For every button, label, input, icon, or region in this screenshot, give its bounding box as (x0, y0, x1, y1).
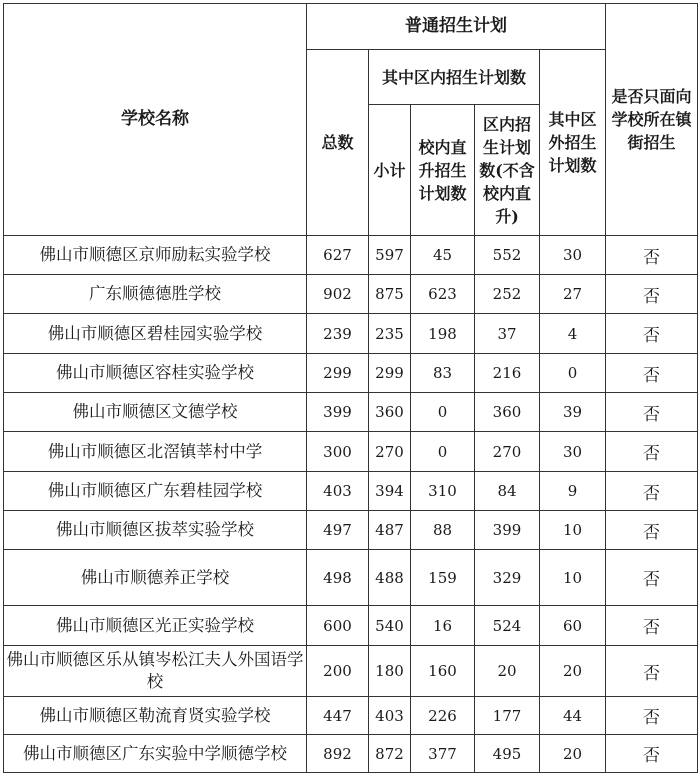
header-school-name: 学校名称 (4, 4, 307, 236)
cell-school-name: 佛山市顺德区勒流育贤实验学校 (4, 697, 307, 735)
cell-subtotal: 403 (369, 697, 411, 735)
cell-internal: 0 (411, 432, 475, 472)
table-row (4, 472, 698, 511)
cell-district: 552 (475, 236, 540, 275)
header-district-excl (475, 105, 540, 236)
cell-outside: 0 (540, 354, 606, 393)
cell-internal: 45 (411, 236, 475, 275)
table-row (4, 735, 698, 773)
cell-total: 600 (307, 606, 369, 646)
cell-internal: 226 (411, 697, 475, 735)
cell-total: 299 (307, 354, 369, 393)
table-row (4, 511, 698, 550)
cell-town-only: 否 (606, 472, 698, 511)
cell-school-name: 佛山市顺德区文德学校 (4, 393, 307, 432)
table-row (4, 236, 698, 275)
header-general-plan: 普通招生计划 (307, 4, 606, 50)
header-internal-promotion (411, 105, 475, 236)
cell-town-only: 否 (606, 432, 698, 472)
cell-outside: 20 (540, 735, 606, 773)
cell-town-only: 否 (606, 314, 698, 354)
cell-total: 627 (307, 236, 369, 275)
cell-total: 403 (307, 472, 369, 511)
cell-town-only: 否 (606, 511, 698, 550)
cell-internal: 623 (411, 275, 475, 314)
cell-school-name: 佛山市顺德区拔萃实验学校 (4, 511, 307, 550)
header-in-district: 其中区内招生计划数 (369, 50, 540, 105)
cell-town-only: 否 (606, 735, 698, 773)
cell-subtotal: 872 (369, 735, 411, 773)
cell-town-only: 否 (606, 646, 698, 697)
cell-school-name (4, 646, 307, 697)
cell-subtotal: 360 (369, 393, 411, 432)
cell-district: 360 (475, 393, 540, 432)
cell-district: 37 (475, 314, 540, 354)
cell-subtotal: 394 (369, 472, 411, 511)
table-row (4, 393, 698, 432)
cell-town-only: 否 (606, 550, 698, 606)
cell-outside: 44 (540, 697, 606, 735)
cell-school-name-text: 佛山市顺德区乐从镇岑松江夫人外国语学校 (6, 650, 304, 691)
header-town-only-label: 是否只面向学校所在镇街招生 (611, 87, 692, 152)
cell-school-name: 佛山市顺德区容桂实验学校 (4, 354, 307, 393)
cell-district: 84 (475, 472, 540, 511)
cell-internal: 377 (411, 735, 475, 773)
table-row (4, 646, 698, 697)
table-row (4, 432, 698, 472)
cell-school-name: 佛山市顺德区光正实验学校 (4, 606, 307, 646)
cell-subtotal: 235 (369, 314, 411, 354)
cell-internal: 198 (411, 314, 475, 354)
cell-internal: 310 (411, 472, 475, 511)
header-out-district (540, 50, 606, 236)
cell-internal: 160 (411, 646, 475, 697)
cell-school-name: 佛山市顺德区北滘镇莘村中学 (4, 432, 307, 472)
table-row (4, 354, 698, 393)
cell-outside: 60 (540, 606, 606, 646)
enrollment-plan-table (3, 3, 698, 773)
cell-outside: 9 (540, 472, 606, 511)
header-district-excl-label: 区内招生计划数(不含校内直升) (479, 114, 535, 226)
table-row (4, 697, 698, 735)
header-out-district-label: 其中区外招生计划数 (548, 110, 597, 175)
cell-district: 270 (475, 432, 540, 472)
cell-internal: 16 (411, 606, 475, 646)
cell-total: 498 (307, 550, 369, 606)
cell-total: 200 (307, 646, 369, 697)
cell-district: 252 (475, 275, 540, 314)
cell-internal: 88 (411, 511, 475, 550)
table-row (4, 606, 698, 646)
cell-town-only: 否 (606, 697, 698, 735)
table-row (4, 550, 698, 606)
cell-school-name: 佛山市顺德区碧桂园实验学校 (4, 314, 307, 354)
cell-school-name: 佛山市顺德区广东实验中学顺德学校 (4, 735, 307, 773)
cell-total: 497 (307, 511, 369, 550)
cell-outside: 27 (540, 275, 606, 314)
cell-outside: 20 (540, 646, 606, 697)
cell-school-name: 佛山市顺德区京师励耘实验学校 (4, 236, 307, 275)
header-subtotal: 小计 (369, 105, 411, 236)
cell-total: 239 (307, 314, 369, 354)
cell-town-only: 否 (606, 393, 698, 432)
cell-subtotal: 299 (369, 354, 411, 393)
header-row-1 (4, 4, 698, 50)
cell-outside: 30 (540, 236, 606, 275)
cell-subtotal: 488 (369, 550, 411, 606)
cell-total: 892 (307, 735, 369, 773)
cell-school-name: 佛山市顺德区广东碧桂园学校 (4, 472, 307, 511)
cell-town-only: 否 (606, 236, 698, 275)
cell-total: 902 (307, 275, 369, 314)
cell-outside: 30 (540, 432, 606, 472)
cell-school-name: 佛山市顺德养正学校 (4, 550, 307, 606)
cell-district: 399 (475, 511, 540, 550)
cell-subtotal: 487 (369, 511, 411, 550)
cell-district: 524 (475, 606, 540, 646)
header-total: 总数 (307, 50, 369, 236)
cell-district: 216 (475, 354, 540, 393)
header-internal-promotion-label: 校内直升招生计划数 (418, 137, 467, 203)
cell-subtotal: 270 (369, 432, 411, 472)
cell-outside: 10 (540, 511, 606, 550)
table-row (4, 275, 698, 314)
cell-internal: 83 (411, 354, 475, 393)
cell-outside: 10 (540, 550, 606, 606)
cell-district: 495 (475, 735, 540, 773)
header-town-only (606, 4, 698, 236)
cell-outside: 39 (540, 393, 606, 432)
cell-district: 329 (475, 550, 540, 606)
cell-school-name: 广东顺德德胜学校 (4, 275, 307, 314)
cell-total: 300 (307, 432, 369, 472)
cell-total: 399 (307, 393, 369, 432)
cell-internal: 0 (411, 393, 475, 432)
cell-outside: 4 (540, 314, 606, 354)
table-body (4, 4, 698, 773)
cell-subtotal: 875 (369, 275, 411, 314)
table-row (4, 314, 698, 354)
cell-district: 177 (475, 697, 540, 735)
cell-total: 447 (307, 697, 369, 735)
cell-town-only: 否 (606, 606, 698, 646)
cell-subtotal: 180 (369, 646, 411, 697)
cell-internal: 159 (411, 550, 475, 606)
cell-subtotal: 597 (369, 236, 411, 275)
cell-subtotal: 540 (369, 606, 411, 646)
cell-town-only: 否 (606, 275, 698, 314)
cell-district: 20 (475, 646, 540, 697)
cell-town-only: 否 (606, 354, 698, 393)
